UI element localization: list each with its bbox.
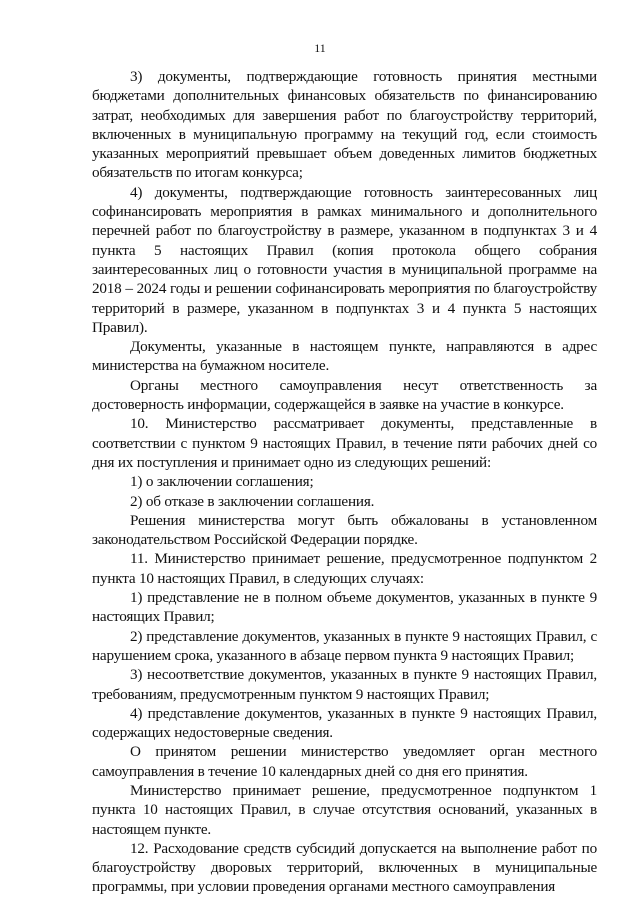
paragraph-case-2: 2) представление документов, указанных в пункте 9 настоящих Правил, с нарушением срока, указанного в абзаце первом пункта 9 настоящих Правил; bbox=[92, 627, 597, 664]
paragraph-notification: О принятом решении министерство уведомляет орган местного самоуправления в течение 10 календарных дней со дня его принятия. bbox=[92, 743, 597, 780]
paragraph-section-11: 11. Министерство принимает решение, предусмотренное подпунктом 2 пункта 10 настоящих Правил, в следующих случаях: bbox=[92, 550, 597, 587]
document-body bbox=[92, 67, 597, 897]
paragraph-section-12: 12. Расходование средств субсидий допускается на выполнение работ по благоустройству дворовых территорий, включенных в муниципальные программы, при условии проведения органами местного самоуправления bbox=[92, 839, 597, 896]
paragraph-case-1: 1) представление не в полном объеме документов, указанных в пункте 9 настоящих Правил; bbox=[92, 589, 597, 626]
paragraph-decision-1: 1) о заключении соглашения; bbox=[130, 473, 314, 491]
paragraph-case-4: 4) представление документов, указанных в пункте 9 настоящих Правил, содержащих недостоверные сведения. bbox=[92, 704, 597, 742]
paragraph-case-3: 3) несоответствие документов, указанных в пункте 9 настоящих Правил, требованиям, предусмотренным пунктом 9 настоящих Правил; bbox=[92, 666, 597, 703]
paragraph-documents-submission: Документы, указанные в настоящем пункте, направляются в адрес министерства на бумажном носителе. bbox=[92, 338, 597, 375]
paragraph-section-10: 10. Министерство рассматривает документы, представленные в соответствии с пунктом 9 настоящих Правил, в течение пяти рабочих дней со дня их поступления и принимает одно из следующих решений: bbox=[92, 415, 597, 471]
paragraph-appeal: Решения министерства могут быть обжалованы в установленном законодательством Российской Федерации порядке. bbox=[92, 511, 597, 549]
paragraph-responsibility: Органы местного самоуправления несут ответственность за достоверность информации, содержащейся в заявке на участие в конкурсе. bbox=[92, 376, 597, 414]
paragraph-item-3-documents-readiness-budgets: 3) документы, подтверждающие готовность принятия местными бюджетами дополнительных финансовых обязательств по финансированию затрат, необходимых для завершения работ по благоустройству территорий, включенных в муниципальную программу на текущий год, если стоимость указанных мероприятий превышает объем доведенных лимитов бюджетных обязательств по итогам конкурса; bbox=[92, 68, 597, 182]
paragraph-item-4-documents-cofinancing: 4) документы, подтверждающие готовность заинтересованных лиц софинансировать мероприятия в рамках минимального и дополнительного перечней работ по благоустройству в размере, указанном в подпунктах 3 и 4 пункта 5 настоящих Правил (копия протокола общего собрания заинтересованных лиц о готовности участия в муниципальной программе на 2018 – 2024 годы и решении софинансировать мероприятия по благоустройству территорий в размере, указанном в подпунктах 3 и 4 пункта 5 настоящих Правил). bbox=[92, 183, 597, 336]
paragraph-decision-2: 2) об отказе в заключении соглашения. bbox=[130, 492, 375, 510]
page-number: 11 bbox=[314, 41, 326, 55]
paragraph-positive-decision: Министерство принимает решение, предусмотренное подпунктом 1 пункта 10 настоящих Правил, в случае отсутствия оснований, указанных в настоящем пункте. bbox=[92, 781, 597, 838]
